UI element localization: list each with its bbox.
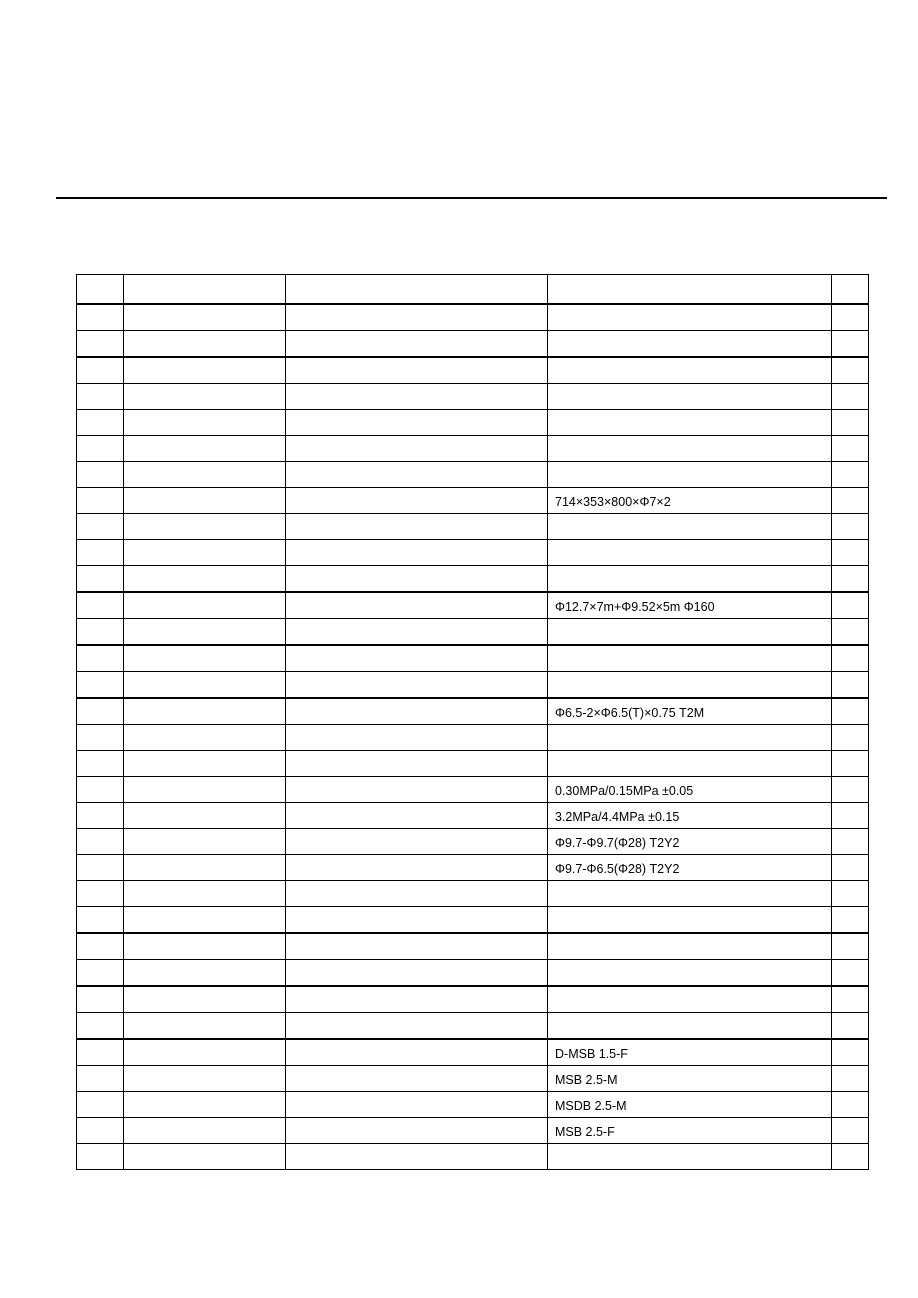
table-cell — [77, 304, 124, 331]
table-cell — [286, 725, 548, 751]
table-cell — [832, 540, 869, 566]
table-row — [77, 803, 869, 829]
table-cell — [832, 592, 869, 619]
spec-cell — [548, 331, 832, 358]
table-cell — [124, 1118, 286, 1144]
table-cell — [77, 725, 124, 751]
table-cell — [124, 1066, 286, 1092]
table-cell — [124, 384, 286, 410]
spec-cell — [548, 881, 832, 907]
spec-cell: Φ6.5-2×Φ6.5(T)×0.75 T2M — [548, 698, 832, 725]
table-cell — [124, 881, 286, 907]
spec-cell — [548, 751, 832, 777]
table-cell — [77, 619, 124, 646]
table-cell — [124, 410, 286, 436]
table-cell — [77, 855, 124, 881]
table-cell — [77, 986, 124, 1013]
table-cell — [124, 645, 286, 672]
table-cell — [77, 592, 124, 619]
table-cell — [286, 698, 548, 725]
table-row — [77, 436, 869, 462]
spec-cell — [548, 566, 832, 593]
table-row — [77, 566, 869, 593]
table-cell — [832, 698, 869, 725]
table-cell — [124, 933, 286, 960]
table-cell — [124, 907, 286, 934]
table-cell — [832, 1118, 869, 1144]
spec-cell — [548, 645, 832, 672]
table-cell — [286, 777, 548, 803]
table-cell — [77, 1013, 124, 1040]
table-cell — [832, 619, 869, 646]
table-cell — [286, 410, 548, 436]
table-cell — [286, 436, 548, 462]
table-cell — [286, 829, 548, 855]
table-row — [77, 592, 869, 619]
table-cell — [286, 357, 548, 384]
table-cell — [77, 933, 124, 960]
spec-table — [76, 274, 869, 1170]
table-cell — [124, 540, 286, 566]
spec-cell: MSB 2.5-F — [548, 1118, 832, 1144]
table-cell — [832, 304, 869, 331]
table-cell — [77, 410, 124, 436]
table-row — [77, 304, 869, 331]
table-cell — [286, 855, 548, 881]
table-cell — [77, 1118, 124, 1144]
table-cell — [832, 384, 869, 410]
table-cell — [832, 1144, 869, 1170]
table-cell — [832, 331, 869, 358]
table-cell — [124, 855, 286, 881]
table-cell — [286, 986, 548, 1013]
table-cell — [832, 645, 869, 672]
table-cell — [77, 672, 124, 699]
table-row — [77, 384, 869, 410]
table-cell — [286, 1144, 548, 1170]
table-cell — [286, 592, 548, 619]
table-cell — [124, 698, 286, 725]
table-cell — [77, 777, 124, 803]
table-cell — [77, 698, 124, 725]
table-cell — [124, 592, 286, 619]
table-cell — [286, 1066, 548, 1092]
table-row — [77, 331, 869, 358]
table-cell — [832, 803, 869, 829]
spec-cell: Φ12.7×7m+Φ9.52×5m Φ160 — [548, 592, 832, 619]
table-row — [77, 881, 869, 907]
table-cell — [124, 1039, 286, 1066]
table-cell — [286, 619, 548, 646]
table-cell — [832, 725, 869, 751]
table-cell — [832, 751, 869, 777]
table-cell — [286, 331, 548, 358]
table-cell — [832, 960, 869, 987]
table-row — [77, 672, 869, 699]
table-cell — [286, 514, 548, 540]
table-cell — [124, 960, 286, 987]
spec-cell: Φ9.7-Φ6.5(Φ28) T2Y2 — [548, 855, 832, 881]
table-cell — [77, 1039, 124, 1066]
table-cell — [77, 960, 124, 987]
table-cell — [77, 1066, 124, 1092]
table-cell — [286, 881, 548, 907]
header-cell-index — [77, 275, 124, 305]
table-cell — [124, 1013, 286, 1040]
table-cell — [832, 855, 869, 881]
spec-cell — [548, 1144, 832, 1170]
table-cell — [832, 1039, 869, 1066]
header-cell-name — [286, 275, 548, 305]
table-cell — [286, 566, 548, 593]
table-row — [77, 410, 869, 436]
table-cell — [77, 751, 124, 777]
table-row — [77, 357, 869, 384]
table-cell — [77, 1144, 124, 1170]
table-row — [77, 960, 869, 987]
table-cell — [124, 331, 286, 358]
spec-cell — [548, 725, 832, 751]
table-cell — [286, 384, 548, 410]
spec-cell: 3.2MPa/4.4MPa ±0.15 — [548, 803, 832, 829]
spec-cell — [548, 540, 832, 566]
header-cell-note — [832, 275, 869, 305]
table-row — [77, 1013, 869, 1040]
spec-cell — [548, 907, 832, 934]
table-row — [77, 1039, 869, 1066]
table-cell — [77, 829, 124, 855]
table-cell — [832, 907, 869, 934]
table-cell — [286, 540, 548, 566]
table-cell — [286, 645, 548, 672]
table-cell — [124, 488, 286, 514]
table-cell — [286, 803, 548, 829]
table-cell — [124, 672, 286, 699]
table-cell — [286, 1118, 548, 1144]
table-cell — [124, 1144, 286, 1170]
spec-cell — [548, 960, 832, 987]
table-cell — [124, 304, 286, 331]
table-cell — [77, 384, 124, 410]
table-cell — [77, 540, 124, 566]
header-divider-line — [56, 197, 887, 199]
table-cell — [124, 566, 286, 593]
spec-cell — [548, 462, 832, 488]
table-cell — [832, 672, 869, 699]
table-cell — [286, 304, 548, 331]
table-row — [77, 907, 869, 934]
table-cell — [286, 1092, 548, 1118]
table-cell — [124, 803, 286, 829]
table-row — [77, 619, 869, 646]
table-row — [77, 751, 869, 777]
table-cell — [77, 803, 124, 829]
table-cell — [124, 514, 286, 540]
table-row — [77, 462, 869, 488]
table-cell — [77, 907, 124, 934]
table-cell — [286, 1039, 548, 1066]
table-cell — [832, 1092, 869, 1118]
table-cell — [77, 488, 124, 514]
spec-cell — [548, 514, 832, 540]
table-header-row — [77, 275, 869, 305]
table-cell — [832, 488, 869, 514]
table-row — [77, 777, 869, 803]
spec-cell: MSB 2.5-M — [548, 1066, 832, 1092]
spec-table-body — [77, 275, 869, 1170]
spec-cell: Φ9.7-Φ9.7(Φ28) T2Y2 — [548, 829, 832, 855]
table-cell — [77, 1092, 124, 1118]
spec-cell: D-MSB 1.5-F — [548, 1039, 832, 1066]
table-row — [77, 488, 869, 514]
table-cell — [124, 436, 286, 462]
table-cell — [832, 462, 869, 488]
table-row — [77, 986, 869, 1013]
table-cell — [77, 462, 124, 488]
table-cell — [832, 1066, 869, 1092]
table-cell — [124, 357, 286, 384]
spec-cell: MSDB 2.5-M — [548, 1092, 832, 1118]
table-row — [77, 1144, 869, 1170]
table-cell — [77, 881, 124, 907]
table-cell — [832, 357, 869, 384]
table-cell — [286, 907, 548, 934]
table-row — [77, 698, 869, 725]
spec-cell — [548, 933, 832, 960]
table-row — [77, 514, 869, 540]
table-cell — [77, 566, 124, 593]
table-cell — [832, 829, 869, 855]
spec-cell: 714×353×800×Φ7×2 — [548, 488, 832, 514]
table-cell — [77, 436, 124, 462]
table-cell — [832, 566, 869, 593]
spec-cell — [548, 357, 832, 384]
table-cell — [124, 751, 286, 777]
table-cell — [832, 514, 869, 540]
spec-cell — [548, 619, 832, 646]
table-cell — [124, 777, 286, 803]
table-cell — [832, 410, 869, 436]
table-cell — [77, 645, 124, 672]
spec-cell — [548, 384, 832, 410]
table-cell — [832, 1013, 869, 1040]
table-cell — [286, 672, 548, 699]
table-row — [77, 1066, 869, 1092]
table-cell — [286, 488, 548, 514]
table-cell — [832, 881, 869, 907]
table-row — [77, 1118, 869, 1144]
header-cell-part — [124, 275, 286, 305]
spec-cell: 0.30MPa/0.15MPa ±0.05 — [548, 777, 832, 803]
table-cell — [286, 751, 548, 777]
table-cell — [124, 1092, 286, 1118]
table-cell — [286, 462, 548, 488]
spec-cell — [548, 1013, 832, 1040]
spec-cell — [548, 304, 832, 331]
table-cell — [124, 829, 286, 855]
table-cell — [124, 725, 286, 751]
table-row — [77, 645, 869, 672]
table-cell — [77, 331, 124, 358]
table-cell — [286, 933, 548, 960]
header-cell-spec — [548, 275, 832, 305]
table-cell — [286, 1013, 548, 1040]
table-cell — [832, 986, 869, 1013]
table-cell — [286, 960, 548, 987]
table-cell — [77, 357, 124, 384]
spec-cell — [548, 410, 832, 436]
spec-cell — [548, 672, 832, 699]
table-row — [77, 933, 869, 960]
table-cell — [832, 436, 869, 462]
table-cell — [124, 619, 286, 646]
table-row — [77, 855, 869, 881]
table-cell — [832, 933, 869, 960]
table-cell — [124, 986, 286, 1013]
table-row — [77, 540, 869, 566]
spec-cell — [548, 436, 832, 462]
table-cell — [124, 462, 286, 488]
table-cell — [832, 777, 869, 803]
spec-cell — [548, 986, 832, 1013]
table-row — [77, 1092, 869, 1118]
table-row — [77, 725, 869, 751]
table-row — [77, 829, 869, 855]
table-cell — [77, 514, 124, 540]
